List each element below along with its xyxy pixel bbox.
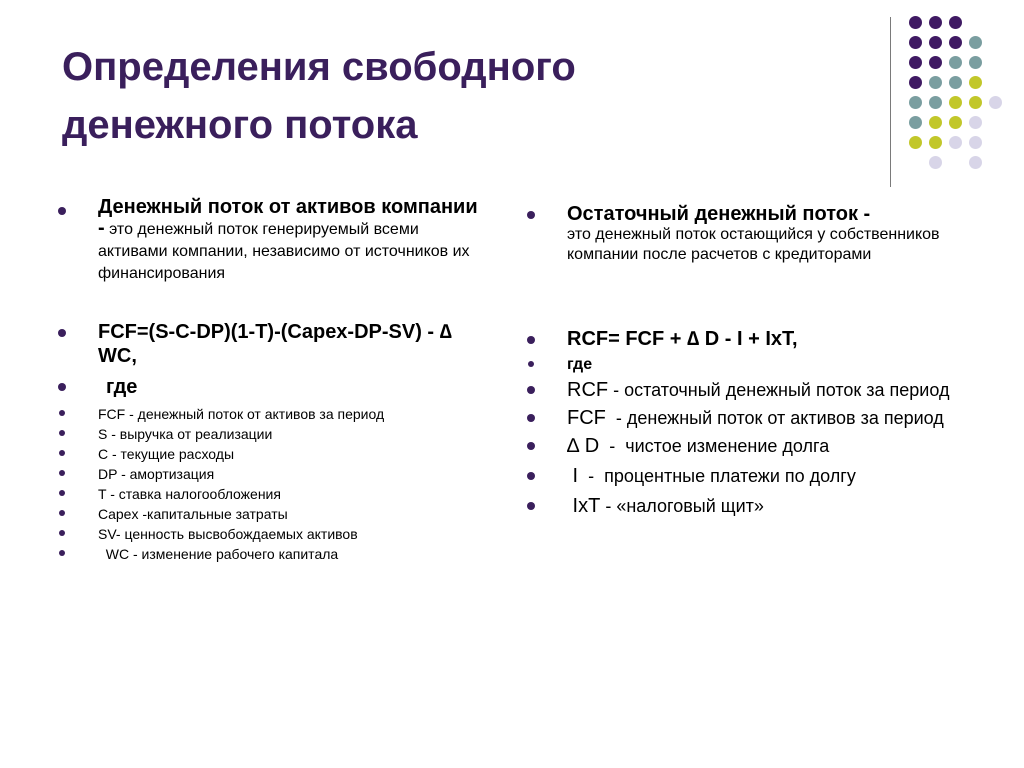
- slide-title: [62, 38, 782, 154]
- fcf-formula-text: FCF=(S-C-DP)(1-T)-(Capex-DP-SV) - ∆ WC,: [98, 321, 452, 367]
- bullet-icon: [528, 361, 534, 367]
- fcf-where-text: где: [106, 376, 138, 398]
- rcf-def-item: RCF - остаточный денежный поток за период: [527, 379, 967, 401]
- decor-dot: [969, 136, 982, 149]
- bullet-icon: [58, 329, 66, 337]
- decor-dot: [929, 96, 942, 109]
- decor-dot: [949, 136, 962, 149]
- decor-dot: [929, 156, 942, 169]
- bullet-icon: [59, 430, 65, 436]
- decor-dot: [969, 96, 982, 109]
- fcf-intro-text: это денежный поток генерируемый всеми активами компании, независимо от источников их финансирования: [98, 221, 470, 282]
- decor-dot: [949, 76, 962, 89]
- bullet-icon: [527, 472, 535, 480]
- bullet-icon: [58, 383, 66, 391]
- rcf-def-item: FCF - денежный поток от активов за период: [527, 407, 967, 429]
- decor-dot: [929, 136, 942, 149]
- fcf-formula: [58, 320, 488, 368]
- title-line-2: денежного потока: [62, 103, 418, 147]
- rcf-formula: [527, 327, 967, 351]
- decor-dot: [909, 136, 922, 149]
- decor-dot: [909, 16, 922, 29]
- rcf-intro: [527, 203, 967, 265]
- decor-dot: [949, 16, 962, 29]
- fcf-def-item: DP - амортизация: [58, 464, 488, 484]
- rcf-where-text: где: [567, 356, 593, 373]
- title-line-1: Определения свободного: [62, 45, 576, 89]
- rcf-def-item: IxT - «налоговый щит»: [527, 495, 967, 517]
- rcf-def-item: I - процентные платежи по долгу: [527, 465, 967, 487]
- fcf-def-item: S - выручка от реализации: [58, 424, 488, 444]
- bullet-icon: [59, 530, 65, 536]
- decor-dot: [909, 116, 922, 129]
- bullet-icon: [59, 450, 65, 456]
- bullet-icon: [59, 410, 65, 416]
- fcf-where: [58, 374, 488, 400]
- bullet-icon: [527, 211, 535, 219]
- left-column: [58, 197, 488, 564]
- bullet-icon: [59, 470, 65, 476]
- fcf-intro-bold: Денежный поток от активов компании -: [98, 196, 478, 239]
- decor-dot: [909, 56, 922, 69]
- rcf-formula-text: RCF= FCF + ∆ D - I + IxT,: [567, 328, 798, 350]
- decor-dot: [929, 36, 942, 49]
- decor-dot: [929, 116, 942, 129]
- decor-dot: [949, 36, 962, 49]
- rcf-intro-text: это денежный поток остающийся у собственников компании после расчетов с кредиторами: [567, 226, 940, 263]
- decor-dot: [969, 56, 982, 69]
- decor-dot: [989, 96, 1002, 109]
- decor-dot: [929, 56, 942, 69]
- bullet-icon: [58, 207, 66, 215]
- bullet-icon: [527, 386, 535, 394]
- decor-dot: [909, 36, 922, 49]
- bullet-icon: [527, 442, 535, 450]
- right-column: [527, 203, 967, 517]
- rcf-where: [527, 355, 967, 375]
- bullet-icon: [59, 510, 65, 516]
- decor-dot: [949, 116, 962, 129]
- decor-dot: [929, 16, 942, 29]
- bullet-icon: [59, 490, 65, 496]
- decor-dot: [949, 96, 962, 109]
- rcf-def-item: ∆ D - чистое изменение долга: [527, 435, 967, 457]
- rcf-intro-bold: Остаточный денежный поток -: [567, 203, 871, 225]
- decor-dot: [969, 76, 982, 89]
- decor-dot: [969, 156, 982, 169]
- divider-line: [890, 17, 891, 187]
- fcf-def-item: WC - изменение рабочего капитала: [58, 544, 488, 564]
- fcf-definitions: [58, 404, 488, 564]
- bullet-icon: [527, 414, 535, 422]
- decorative-dot-grid: [905, 12, 1015, 172]
- decor-dot: [949, 56, 962, 69]
- fcf-def-item: SV- ценность высвобождаемых активов: [58, 524, 488, 544]
- bullet-icon: [527, 502, 535, 510]
- decor-dot: [969, 116, 982, 129]
- fcf-intro: [58, 197, 488, 284]
- decor-dot: [929, 76, 942, 89]
- fcf-def-item: С - текущие расходы: [58, 444, 488, 464]
- fcf-def-item: FCF - денежный поток от активов за период: [58, 404, 488, 424]
- bullet-icon: [527, 336, 535, 344]
- decor-dot: [909, 96, 922, 109]
- decor-dot: [969, 36, 982, 49]
- fcf-def-item: Capex -капитальные затраты: [58, 504, 488, 524]
- fcf-def-item: T - ставка налогообложения: [58, 484, 488, 504]
- bullet-icon: [59, 550, 65, 556]
- decor-dot: [909, 76, 922, 89]
